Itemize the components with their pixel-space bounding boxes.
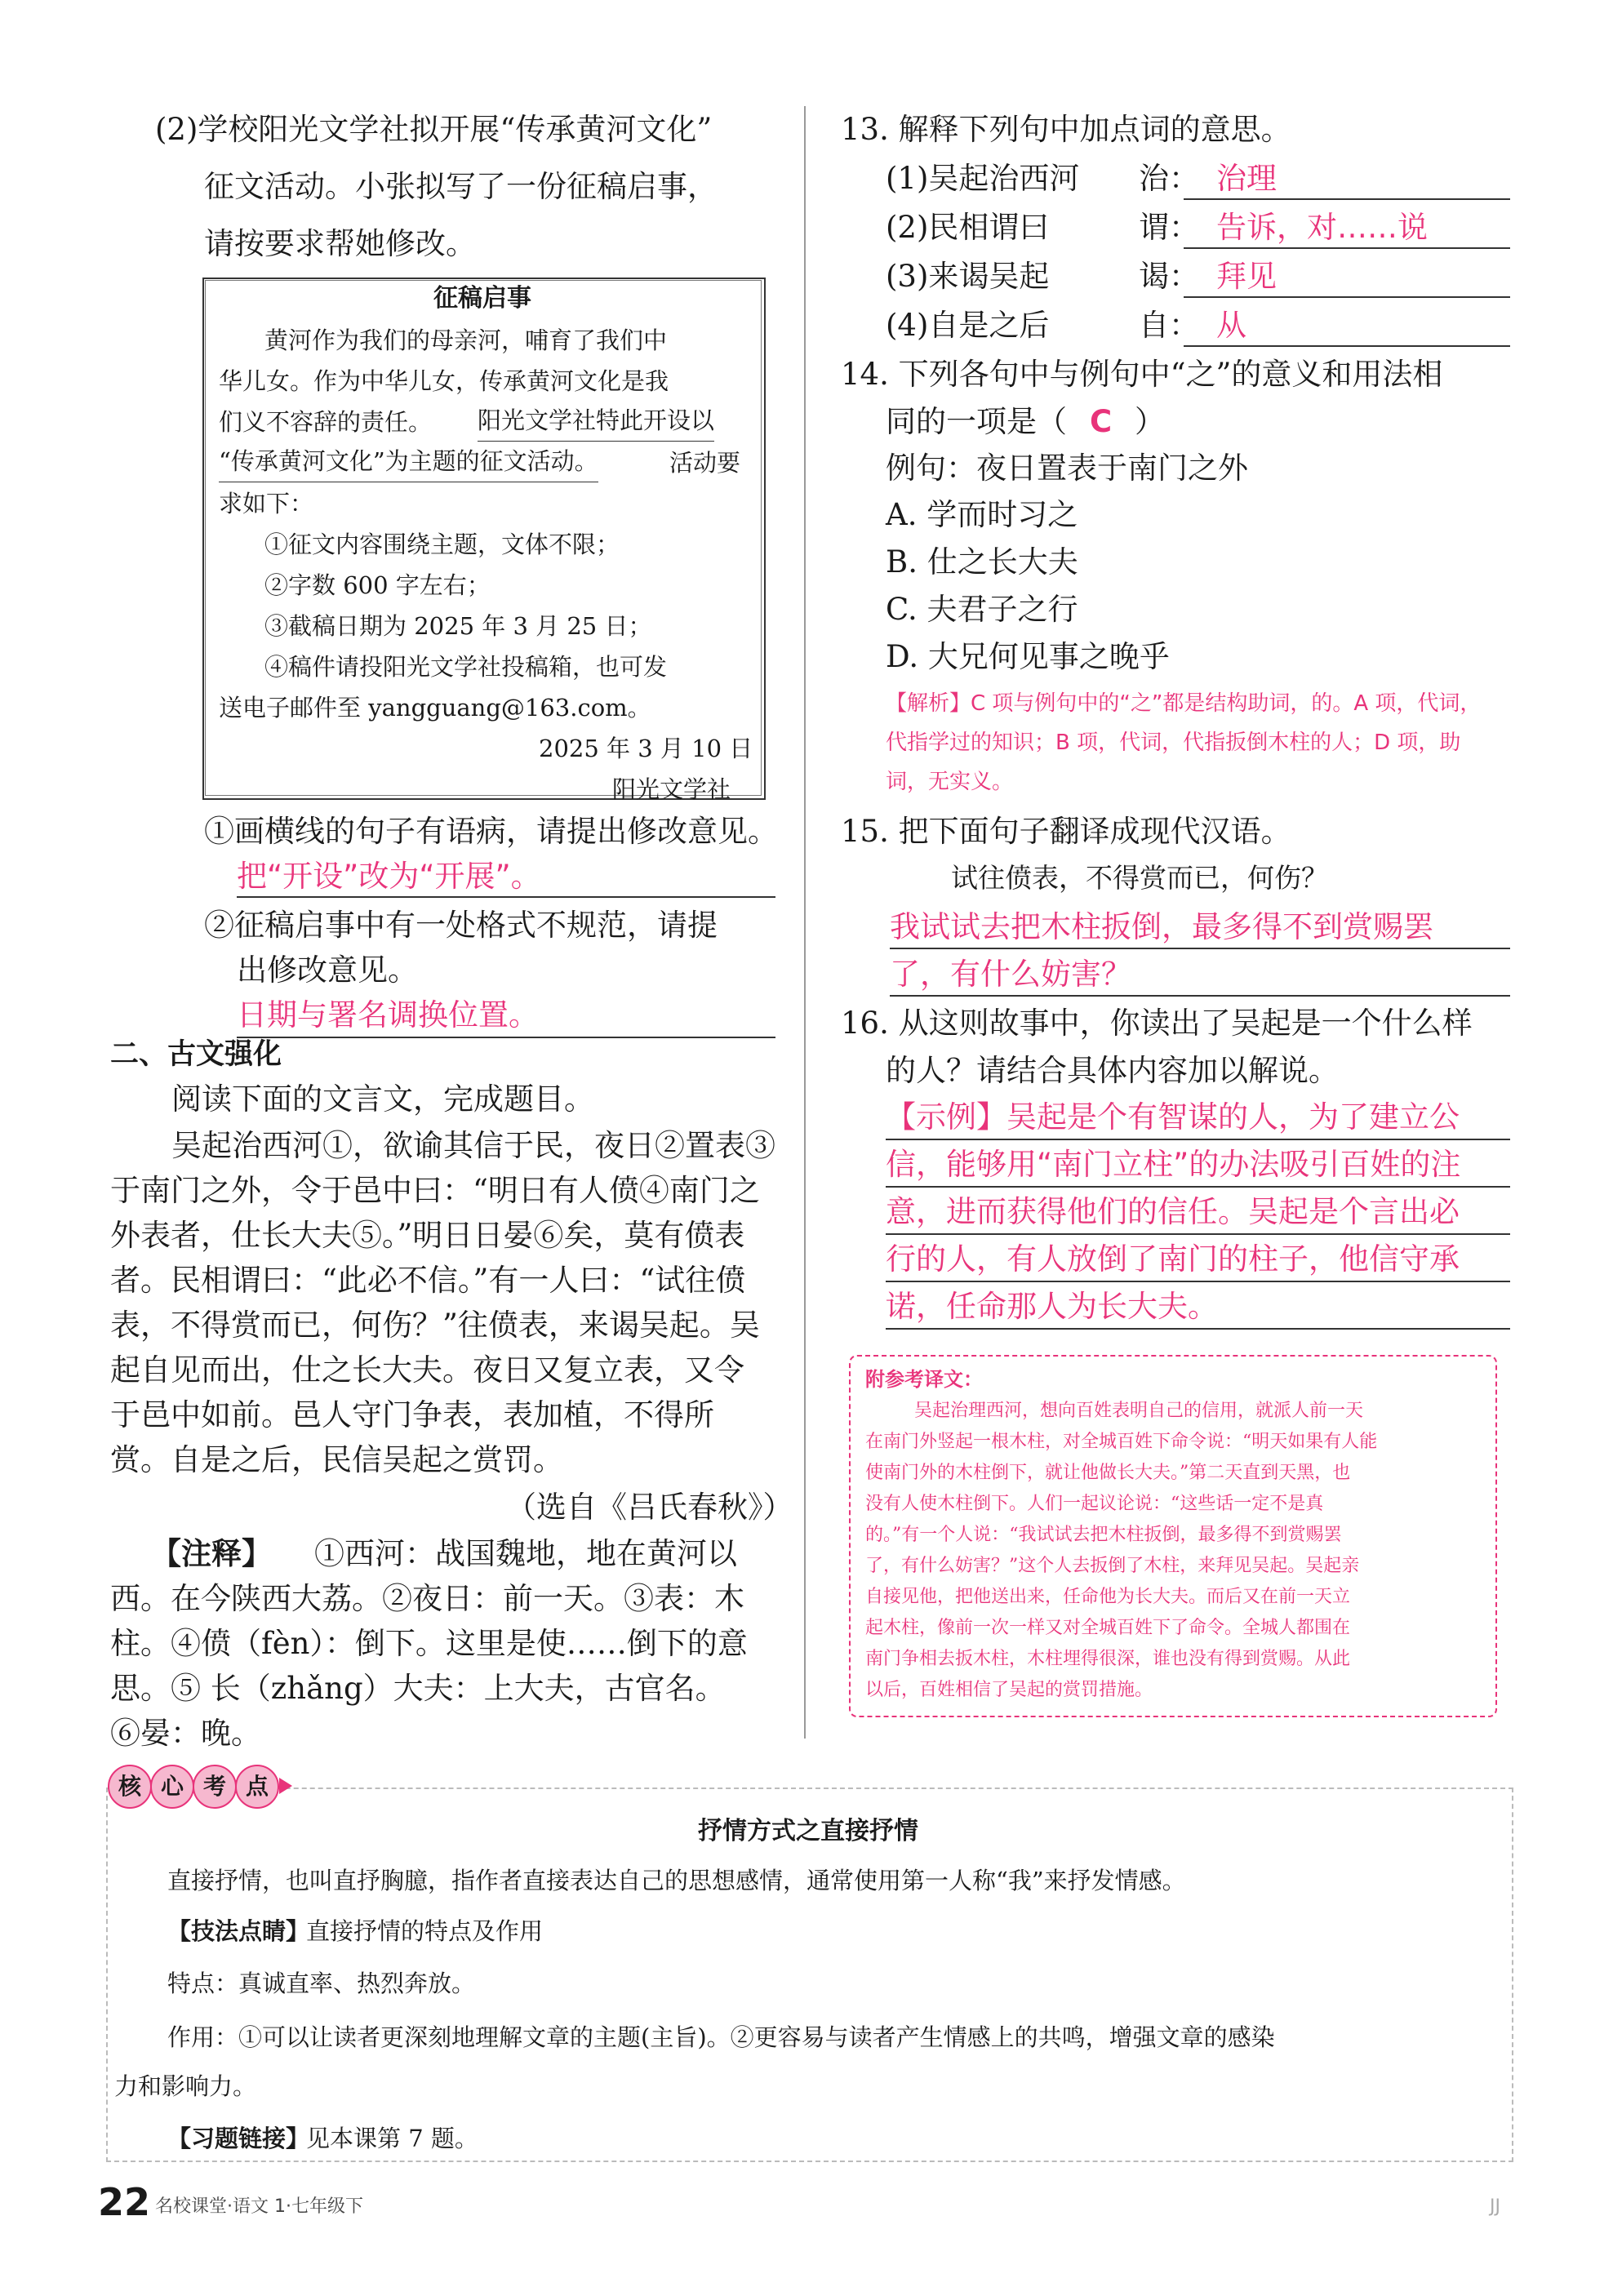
notice-line: ④稿件请投阳光文学社投稿箱，也可发 <box>264 653 668 681</box>
q14-option: C. 夫君子之行 <box>886 592 1078 627</box>
passage-line: 于邑中如前。邑人守门争表，表加植，不得所 <box>110 1397 714 1432</box>
notice-title: 征稿启事 <box>433 284 531 313</box>
q14-answer: C <box>1090 404 1113 439</box>
book-title: 名校课堂·语文 1·七年级下 <box>155 2196 363 2217</box>
notice-line: 送电子邮件至 yangguang@163.com。 <box>219 694 651 722</box>
translation-line: 在南门外竖起一根木柱，对全城百姓下命令说：“明天如果有人能 <box>865 1432 1378 1452</box>
section-title: 二、古文强化 <box>110 1038 282 1071</box>
notes-line: ①西河：战国魏地，地在黄河以 <box>314 1536 737 1571</box>
notice-line: 求如下： <box>219 490 314 517</box>
passage-line: 赏。自是之后，民信吴起之赏罚。 <box>110 1442 563 1477</box>
core-badge-char: 考 <box>193 1765 237 1809</box>
notes-line: ⑥晏：晚。 <box>110 1716 261 1751</box>
q14-option: D. 大兄何见事之晚乎 <box>886 639 1170 674</box>
notes-line: 西。在今陕西大荔。②夜日：前一天。③表：木 <box>110 1581 744 1616</box>
page-number: 22 <box>98 2180 151 2224</box>
effect-line2: 力和影响力。 <box>114 2072 257 2100</box>
translation-line: 了，有什么妨害？”这个人去扳倒了木柱，来拜见吴起。吴起亲 <box>865 1556 1360 1576</box>
notice-underlined-sentence: “传承黄河文化”为主题的征文活动。 <box>219 441 598 482</box>
skill-text: 直接抒情的特点及作用 <box>306 1917 544 1945</box>
q13-answer: 治理 <box>1216 161 1277 196</box>
q15-sentence: 试往偾表，不得赏而已，何伤？ <box>951 862 1328 894</box>
translation-line: 没有人使木柱倒下。人们一起议论说：“这些话一定不是真 <box>865 1494 1324 1514</box>
q13-sentence: (3)来谒吴起 <box>886 259 1050 294</box>
notice-line: 们义不容辞的责任。 <box>219 408 433 436</box>
q13-sentence: (1)吴起治西河 <box>886 161 1080 196</box>
translation-line: 使南门外的木柱倒下，就让他做长大夫。”第二天直到天黑，也 <box>865 1463 1351 1483</box>
sub1-question: ①画横线的句子有语病，请提出修改意见。 <box>204 814 778 849</box>
core-badge-char: 心 <box>150 1765 194 1809</box>
core-title: 抒情方式之直接抒情 <box>698 1817 918 1845</box>
q16-answer: 行的人，有人放倒了南门的柱子，他信守承 <box>886 1241 1460 1277</box>
sub2-question-line1: ②征稿启事中有一处格式不规范，请提 <box>204 908 718 943</box>
notice-line: ①征文内容围绕主题，文体不限； <box>264 531 620 558</box>
passage-line: 表，不得赏而已，何伤？”往偾表，来谒吴起。吴 <box>110 1308 760 1343</box>
q16-answer: 意，进而获得他们的信任。吴起是个言出必 <box>886 1194 1460 1229</box>
notice-line: ③截稿日期为 2025 年 3 月 25 日； <box>264 612 652 640</box>
reading-instruction: 阅读下面的文言文，完成题目。 <box>171 1081 594 1117</box>
notes-label: 【注释】 <box>151 1536 272 1571</box>
translation-line: 自接见他，把他送出来，任命他为长大夫。而后又在前一天立 <box>865 1587 1351 1607</box>
link-text: 见本课第 7 题。 <box>306 2125 478 2152</box>
q13-word: 谓： <box>1139 210 1199 245</box>
q16-title-line2: 的人？请结合具体内容加以解说。 <box>886 1053 1339 1088</box>
q14-analysis: 代指学过的知识；B 项，代词，代指扳倒木柱的人；D 项，助 <box>886 731 1461 755</box>
notice-line: 华儿女。作为中华儿女，传承黄河文化是我 <box>219 367 669 395</box>
notes-line: 思。⑤ 长（zhǎng）大夫：上大夫，古官名。 <box>110 1671 726 1706</box>
passage-source: （选自《吕氏春秋》） <box>506 1490 793 1525</box>
notice-underlined-sentence: 阳光文学社特此开设以 <box>478 400 714 442</box>
sub1-answer: 把“开设”改为“开展”。 <box>237 859 541 894</box>
corner-mark: JJ <box>1490 2196 1500 2217</box>
q16-title-line1: 16. 从这则故事中，你读出了吴起是一个什么样 <box>841 1006 1473 1041</box>
notes-line: 柱。④偾（fèn）：倒下。这里是使……倒下的意 <box>110 1626 748 1661</box>
q16-answer: 【示例】吴起是个有智谋的人，为了建立公 <box>886 1099 1460 1135</box>
q2-intro-line2: 征文活动。小张拟写了一份征稿启事， <box>204 169 718 204</box>
notice-line: ②字数 600 字左右； <box>264 571 491 599</box>
q14-title-line2: 同的一项是（ <box>886 404 1067 439</box>
translation-line: 以后，百姓相信了吴起的赏罚措施。 <box>865 1680 1153 1700</box>
passage-line: 于南门之外，令于邑中曰：“明日有人偾④南门之 <box>110 1173 760 1208</box>
notice-line: 黄河作为我们的母亲河，哺育了我们中 <box>264 326 668 354</box>
q13-word: 谒： <box>1139 259 1199 294</box>
q14-analysis: 【解析】C 项与例句中的“之”都是结构助词，的。A 项，代词， <box>886 691 1482 716</box>
notice-signature: 阳光文学社 <box>612 775 731 803</box>
notice-line: 活动要 <box>669 449 741 477</box>
core-badge-char: 点 <box>235 1765 279 1809</box>
q15-title: 15. 把下面句子翻译成现代汉语。 <box>841 814 1291 849</box>
q13-title: 13. 解释下列句中加点词的意思。 <box>841 112 1291 147</box>
column-divider <box>804 106 806 1739</box>
effect-line1: 作用：①可以让读者更深刻地理解文章的主题(主旨)。②更容易与读者产生情感上的共鸣，增强文章的感染 <box>167 2023 1275 2051</box>
passage-line: 起自见而出，仕之长大夫。夜日又复立表，又令 <box>110 1352 744 1388</box>
q13-answer: 从 <box>1216 308 1246 343</box>
q2-intro-line1: (2)学校阳光文学社拟开展“传承黄河文化” <box>155 112 713 147</box>
q2-intro-line3: 请按要求帮她修改。 <box>204 226 476 261</box>
q15-answer: 了，有什么妨害？ <box>890 957 1131 992</box>
q13-sentence: (4)自是之后 <box>886 308 1050 343</box>
translation-title: 附参考译文： <box>865 1368 983 1391</box>
translation-line: 的。”有一个人说：“我试试去把木柱扳倒，最多得不到赏赐罢 <box>865 1525 1342 1545</box>
passage-line: 者。民相谓曰：“此必不信。”有一人曰：“试往偾 <box>110 1263 746 1298</box>
q14-option: B. 仕之长大夫 <box>886 544 1078 580</box>
skill-label: 【技法点睛】 <box>167 1917 310 1945</box>
q14-analysis: 词，无实义。 <box>886 770 1014 794</box>
translation-line: 南门争相去扳木柱，木柱埋得很深，谁也没有得到赏赐。从此 <box>865 1649 1351 1669</box>
passage-line: 外表者，仕长大夫⑤。”明日日晏⑥矣，莫有偾表 <box>110 1218 745 1253</box>
q15-answer: 我试试去把木柱扳倒，最多得不到赏赐罢 <box>890 909 1433 944</box>
core-paragraph: 直接抒情，也叫直抒胸臆，指作者直接表达自己的思想感情，通常使用第一人称“我”来抒发情感。 <box>167 1867 1186 1894</box>
q14-example: 例句：夜日置表于南门之外 <box>886 451 1248 486</box>
link-label: 【习题链接】 <box>167 2125 310 2152</box>
features-text: 特点：真诚直率、热烈奔放。 <box>167 1970 476 1997</box>
q13-answer: 拜见 <box>1216 259 1277 294</box>
q13-word: 治： <box>1139 161 1199 196</box>
q14-option: A. 学而时习之 <box>886 497 1078 532</box>
q13-sentence: (2)民相谓曰 <box>886 210 1050 245</box>
translation-line: 吴起治理西河，想向百姓表明自己的信用，就派人前一天 <box>914 1401 1364 1421</box>
q13-word: 自： <box>1139 308 1199 343</box>
q14-title-line1: 14. 下列各句中与例句中“之”的意义和用法相 <box>841 357 1443 392</box>
translation-line: 起木柱，像前一次一样又对全城百姓下了命令。全城人都围在 <box>865 1618 1351 1638</box>
core-badge <box>108 1765 312 1807</box>
q16-answer: 信，能够用“南门立柱”的办法吸引百姓的注 <box>886 1147 1461 1182</box>
notice-date: 2025 年 3 月 10 日 <box>539 735 753 762</box>
sub2-answer: 日期与署名调换位置。 <box>237 997 539 1033</box>
core-badge-char: 核 <box>108 1765 152 1809</box>
q16-answer: 诺，任命那人为长大夫。 <box>886 1289 1218 1324</box>
q14-close-paren: ） <box>1135 404 1165 439</box>
passage-line: 吴起治西河①，欲谕其信于民，夜日②置表③ <box>171 1128 775 1163</box>
sub2-question-line2: 出修改意见。 <box>237 953 418 988</box>
q13-answer: 告诉，对……说 <box>1216 210 1428 245</box>
